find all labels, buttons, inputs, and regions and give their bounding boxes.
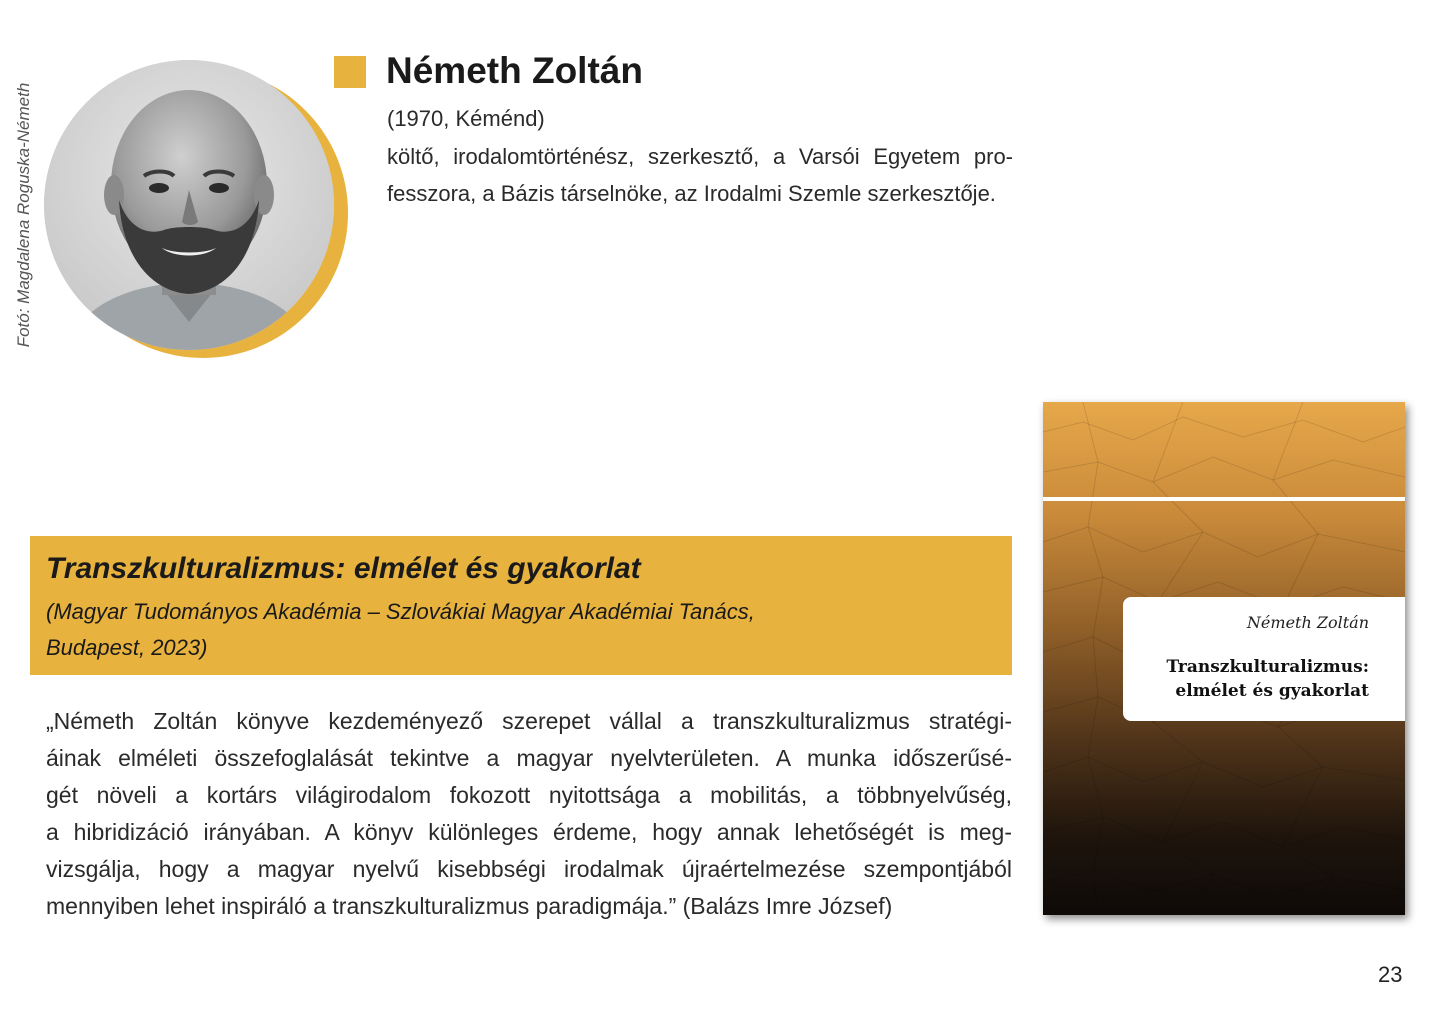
photo-credit: Fotó: Magdalena Roguska-Németh	[14, 82, 33, 348]
cover-label-box	[1123, 597, 1405, 721]
cover-title	[1166, 655, 1369, 703]
author-bio-line: költő, irodalomtörténész, szerkesztő, a Varsói Egyetem pro-	[387, 143, 1013, 169]
author-info	[387, 100, 1013, 213]
page-number: 23	[1378, 962, 1403, 987]
review-line: a hibridizáció irányában. A könyv különleges érdeme, hogy annak lehetőségét is meg-	[46, 819, 1012, 845]
book-publisher-line: (Magyar Tudományos Akadémia – Szlovákiai Magyar Akadémiai Tanács,	[46, 599, 755, 624]
review-line: áinak elméleti összefoglalását tekintve a magyar nyelvterületen. A munka időszerűsé-	[46, 745, 1012, 771]
book-review	[46, 703, 1012, 925]
review-line: mennyiben lehet inspiráló a transzkulturalizmus paradigmája.” (Balázs Imre József)	[46, 893, 893, 919]
cover-divider	[1043, 497, 1405, 501]
book-title: Transzkulturalizmus: elmélet és gyakorlat	[46, 552, 641, 585]
cover-title-line: elmélet és gyakorlat	[1175, 681, 1369, 701]
name-marker-square	[334, 56, 366, 88]
review-line: vizsgálja, hogy a magyar nyelvű kisebbségi irodalmak újraértelmezése szempontjából	[46, 856, 1012, 882]
book-publisher-line: Budapest, 2023)	[46, 635, 208, 660]
review-line: gét növeli a kortárs világirodalom fokozott nyitottsága a mobilitás, a többnyelvűség,	[46, 782, 1012, 808]
portrait-photo	[44, 60, 334, 350]
author-portrait	[44, 58, 354, 368]
book-title-band	[30, 536, 1012, 675]
book-publisher	[46, 594, 946, 666]
cover-title-line: Transzkulturalizmus:	[1166, 657, 1369, 677]
cover-author: Németh Zoltán	[1246, 613, 1369, 632]
author-birth: (1970, Kéménd)	[387, 106, 545, 131]
author-name: Németh Zoltán	[386, 50, 643, 91]
book-cover	[1043, 402, 1405, 915]
author-bio-line: fesszora, a Bázis társelnöke, az Irodalmi Szemle szerkesztője.	[387, 181, 996, 206]
review-line: „Németh Zoltán könyve kezdeményező szerepet vállal a transzkulturalizmus stratégi-	[46, 708, 1012, 734]
portrait-illustration	[44, 60, 334, 350]
